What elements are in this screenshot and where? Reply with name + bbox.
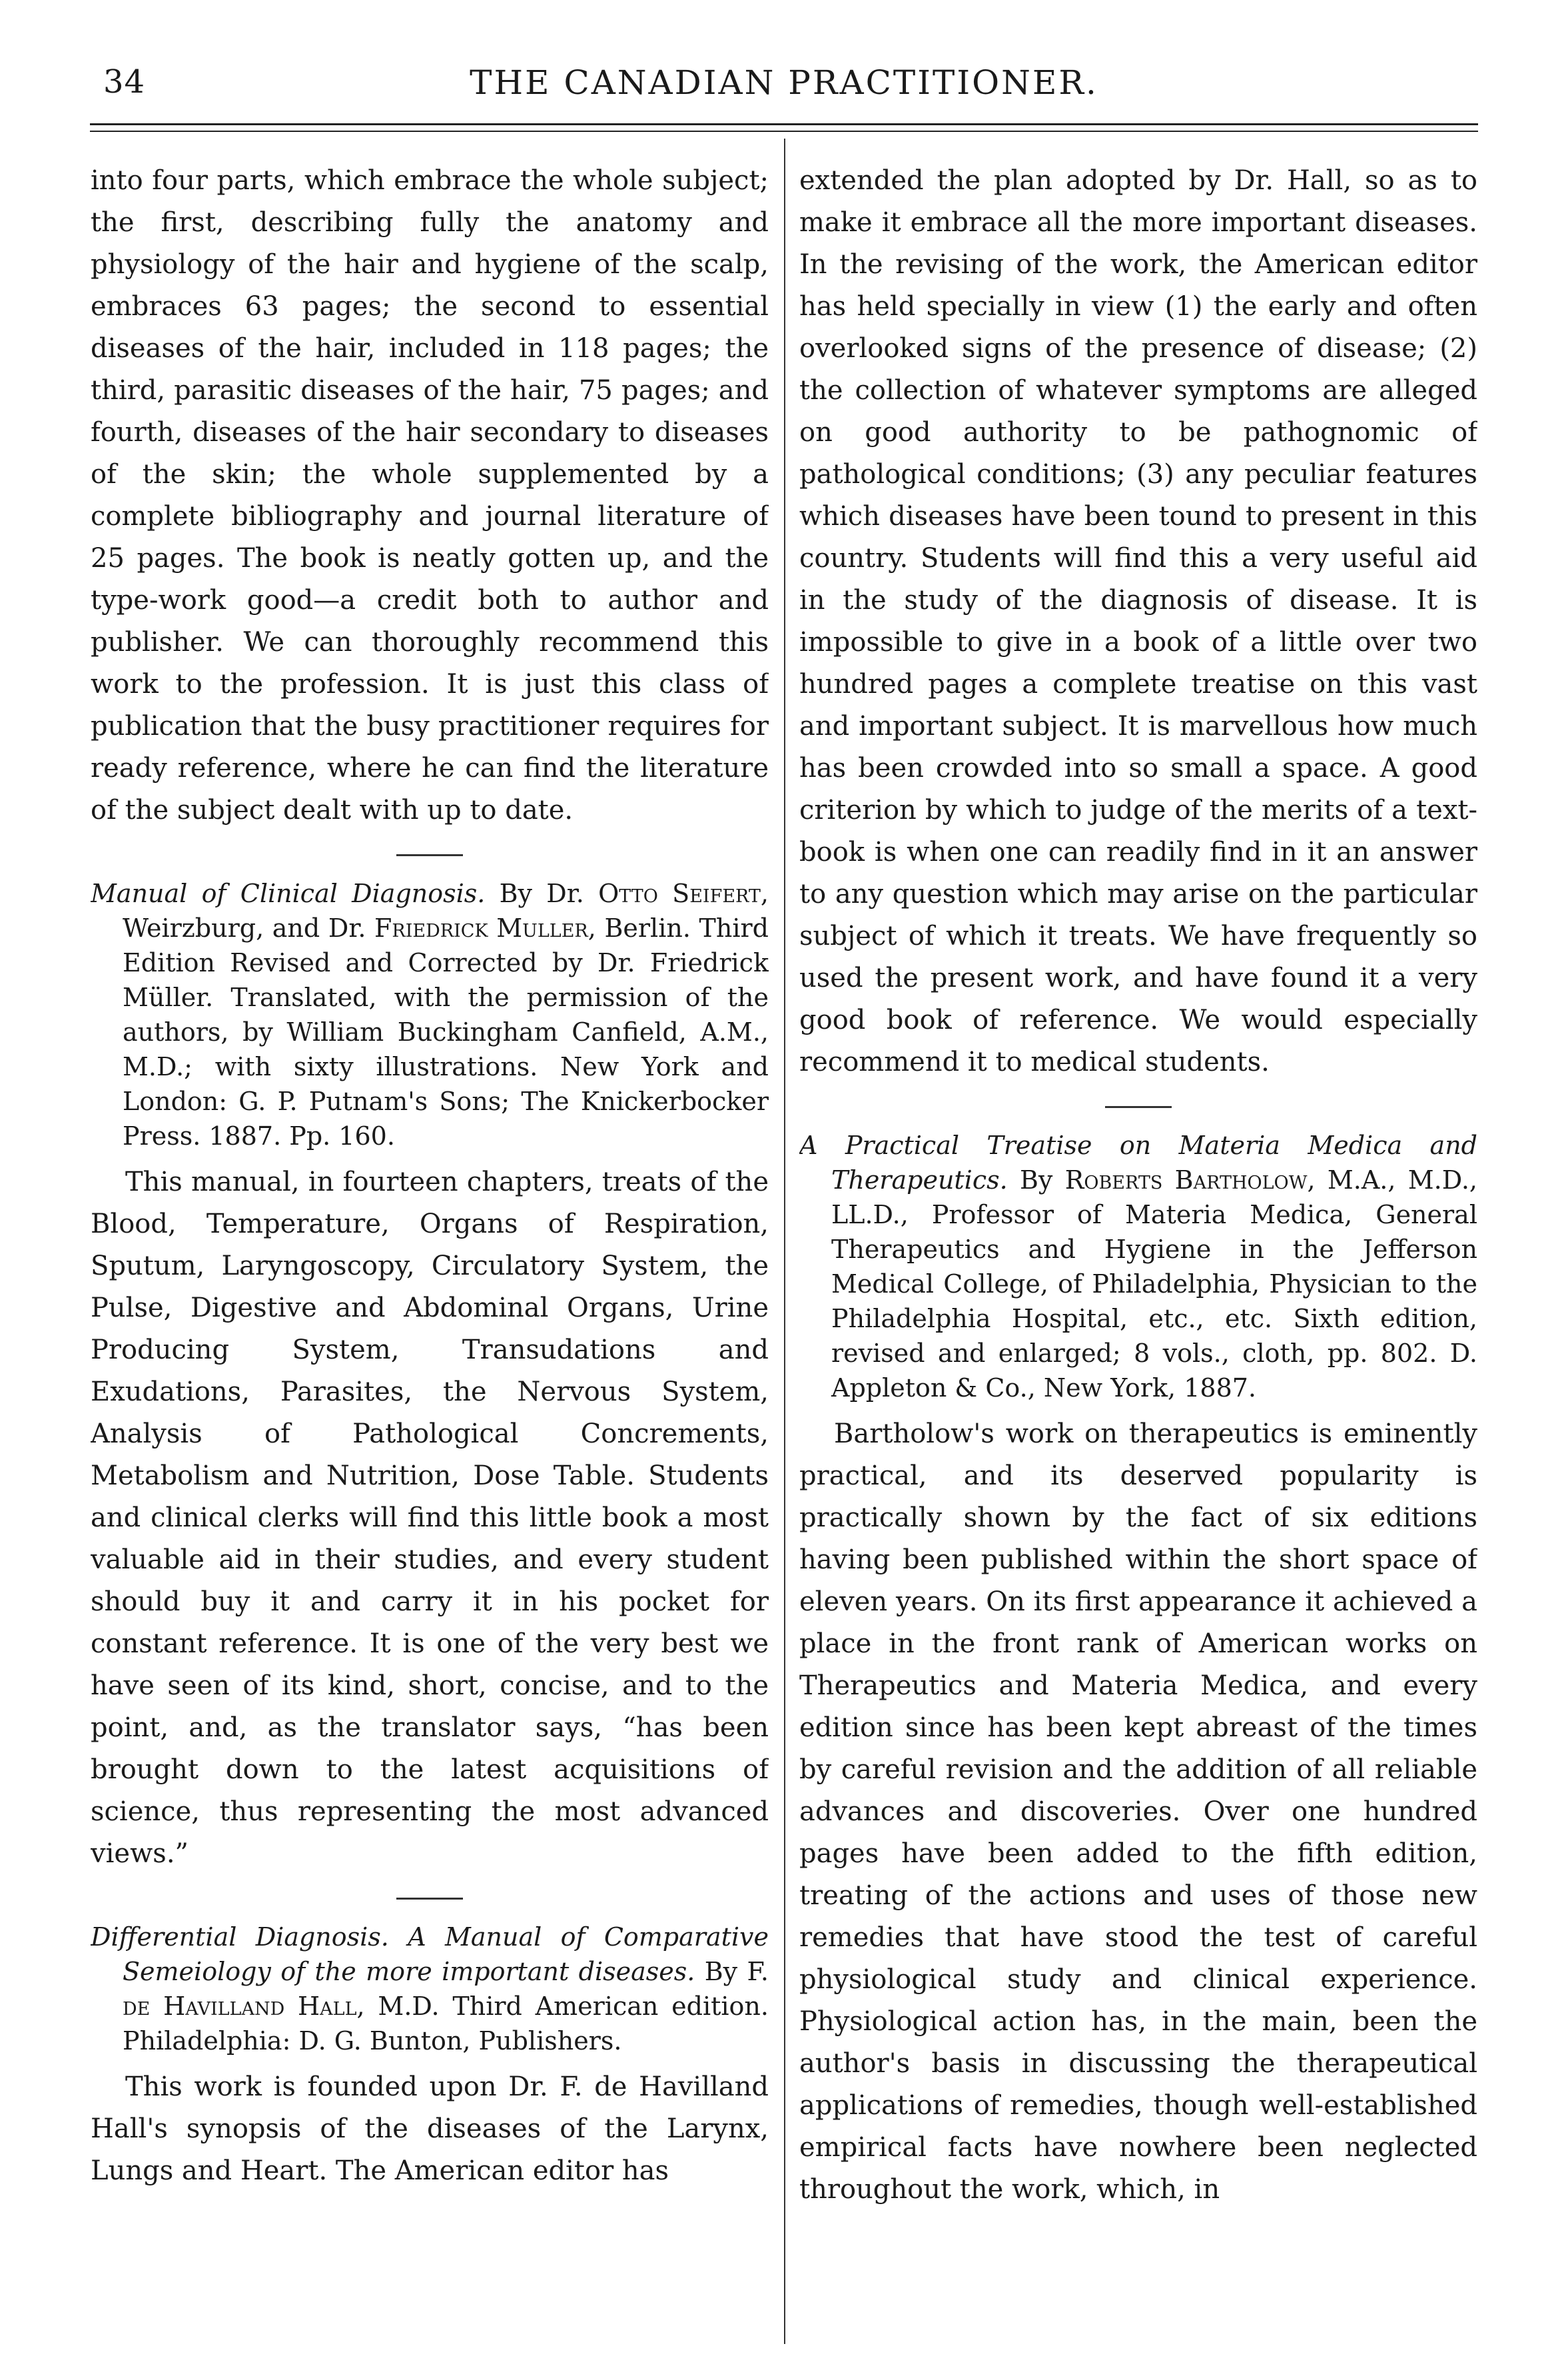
citation-seifert [91,876,769,1153]
review-continuation-paragraph: into four parts, which embrace the whole subject; the first, describing fully the anatomy and physiology of the hair and hygiene of the scalp, embraces 63 pages; the second to essential diseases of the hair, included in 118 pages; the third, parasitic diseases of the hair, 75 pages; and fourth, diseases of the hair secondary to diseases of the skin; the whole supplemented by a complete bibliography and journal literature of 25 pages. The book is neatly gotten up, and the type-work good—a credit both to author and publisher. We can thoroughly recommend this work to the profession. It is just this class of publication that the busy practitioner requires for ready reference, where he can find the literature of the subject dealt with up to date. [91,165,769,826]
header-rule-top [90,123,1478,125]
review-body-hall-start: This work is founded upon Dr. F. de Havilland Hall's synopsis of the diseases of the Larynx, Lungs and Heart. The American editor has [91,2072,769,2186]
citation-by: By Dr. [485,879,599,908]
citation-author-second: Friedrick Muller [374,913,588,943]
citation-hall [91,1920,769,2058]
citation-by: By F. [695,1957,769,1986]
citation-by: By [1007,1165,1065,1195]
review-body-seifert: This manual, in fourteen chapters, treats of the Blood, Temperature, Organs of Respiration, Sputum, Laryngoscopy, Circulatory System, the Pulse, Digestive and Abdominal Organs, Urine Producing System, Transudations and Exudations, Parasites, the Nervous System, Analysis of Pathological Concrements, Metabolism and Nutrition, Dose Table. Students and clinical clerks will find this little book a most valuable aid in their studies, and every student should buy it and carry it in his pocket for constant reference. It is one of the very best we have seen of its kind, short, concise, and to the point, and, as the translator says, “has been brought down to the latest acquisitions of science, thus representing the most advanced views.” [91,1167,769,1869]
citation-author: Roberts Bartholow [1064,1165,1308,1195]
header-rule-bottom [90,131,1478,132]
citation-details: , M.A., M.D., LL.D., Professor of Materia Medica, General Therapeutics and Hygiene in the Jefferson Medical College, of Philadelphia, Physician to the Philadelphia Hospital, etc., etc. Sixth edition, revised and enlarged; 8 vols., cloth, pp. 802. D. Appleton & Co., New York, 1887. [831,1165,1477,1403]
column-divider [784,139,785,2344]
review-body-bartholow: Bartholow's work on therapeutics is eminently practical, and its deserved popularity is practically shown by the fact of six editions having been published within the short space of eleven years. On its first appearance it achieved a place in the front rank of American works on Therapeutics and Materia Medica, and every edition since has been kept abreast of the times by careful revision and the addition of all reliable advances and discoveries. Over one hundred pages have been added to the fifth edition, treating of the actions and uses of those new remedies that have stood the test of careful physiological study and clinical experience. Physiological action has, in the main, been the author's basis in discussing the therapeutical applications of remedies, though well-established empirical facts have nowhere been neglected throughout the work, which, in [799,1419,1477,2205]
citation-details: , M.D. Third American edition. Philadelphia: D. G. Bunton, Publishers. [123,1992,769,2056]
left-column [91,160,769,2319]
section-separator [396,854,463,856]
citation-title: Differential Diagnosis. A Manual of Comparative Semeiology of the more important diseases. [91,1922,769,1986]
section-separator [1105,1106,1172,1108]
citation-bartholow [799,1128,1477,1405]
section-separator [396,1898,463,1900]
citation-author: Otto Seifert [598,879,761,908]
page-number: 34 [103,63,146,101]
right-column [799,160,1477,2319]
citation-title: A Practical Treatise on Materia Medica and Therapeutics. [799,1131,1477,1195]
citation-details: , Berlin. Third Edition Revised and Corrected by Dr. Friedrick Müller. Translated, with the permission of the authors, by William Buckingham Canfield, A.M., M.D.; with sixty illustrations. New York and London: G. P. Putnam's Sons; The Knickerbocker Press. 1887. Pp. 160. [123,913,769,1151]
citation-author: de Havilland Hall [123,1992,357,2021]
running-title: THE CANADIAN PRACTITIONER. [470,63,1098,102]
review-body-hall-continuation: extended the plan adopted by Dr. Hall, so as to make it embrace all the more important diseases. In the revising of the work, the American editor has held specially in view (1) the early and often overlooked signs of the presence of disease; (2) the collection of whatever symptoms are alleged on good authority to be pathognomic of pathological conditions; (3) any peculiar features which diseases have been tound to present in this country. Students will find this a very useful aid in the study of the diagnosis of disease. It is impossible to give in a book of a little over two hundred pages a complete treatise on this vast and important subject. It is marvellous how much has been crowded into so small a space. A good criterion by which to judge of the merits of a text-book is when one can readily find in it an answer to any question which may arise on the particular subject of which it treats. We have frequently so used the present work, and have found it a very good book of reference. We would especially recommend it to medical students. [799,165,1477,1077]
citation-place: , Weirzburg, and Dr. [123,879,769,943]
page-header [90,63,1478,110]
citation-title: Manual of Clinical Diagnosis. [91,879,486,908]
